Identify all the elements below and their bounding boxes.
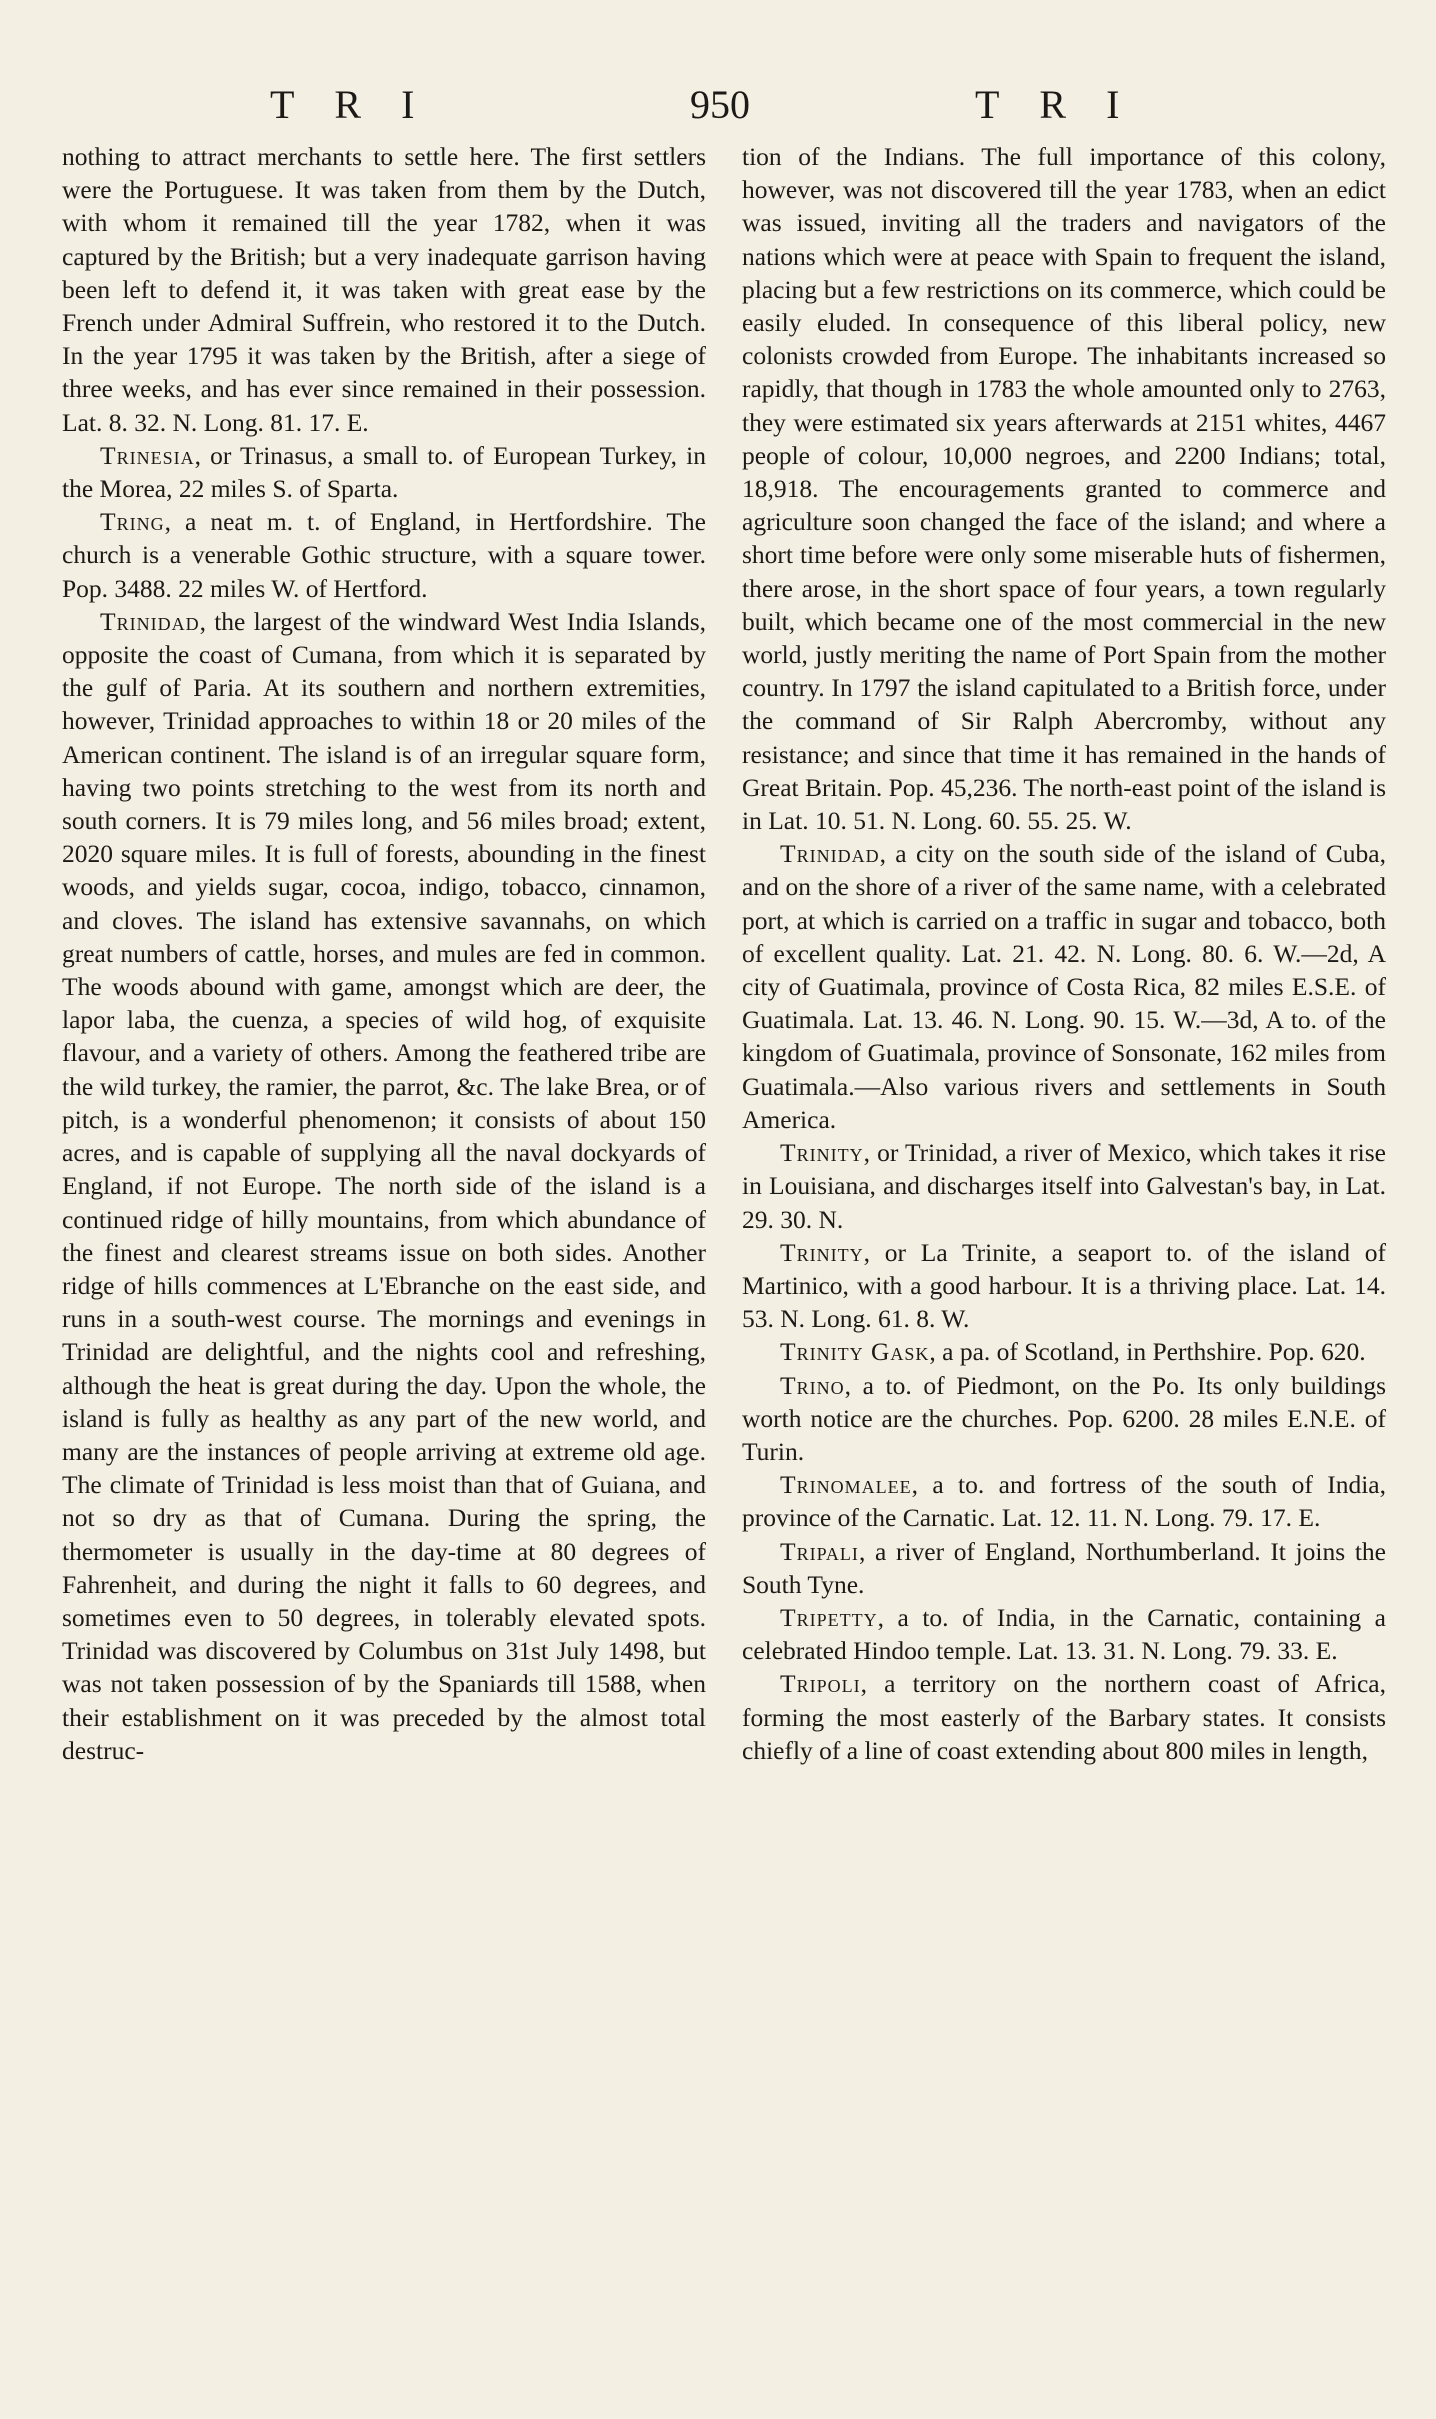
entry-tring [62, 505, 706, 605]
entry-trinity-martinico [742, 1236, 1386, 1336]
entry-text: , a pa. of Scotland, in Perthshire. Pop. 620. [929, 1337, 1366, 1367]
entry-text: , a city on the south side of the island of Cuba, and on the shore of a river of the same name, with a celebrated port, at which is carried on a traffic in sugar and tobacco, both of excellent quality. Lat. 21. 42. N. Long. 80. 6. W.—2d, A city of Guatimala, province of Costa Rica, 82 miles E.S.E. of Guatimala. Lat. 13. 46. N. Long. 90. 15. W.—3d, A to. of the kingdom of Guatimala, province of Sonsonate, 162 miles from Guatimala.—Also various rivers and settlements in South America. [742, 839, 1386, 1134]
running-head-right: TRI [975, 82, 1160, 127]
left-column [62, 140, 706, 2410]
entry-text: , a to. of Piedmont, on the Po. Its only buildings worth notice are the churches. Pop. 6200. 28 miles E.N.E. of Turin. [742, 1370, 1386, 1466]
entry-text: , or Trinasus, a small to. of European Turkey, in the Morea, 22 miles S. of Sparta. [62, 440, 706, 504]
entry-text: , a river of England, Northumberland. It joins the South Tyne. [742, 1536, 1386, 1599]
entry-trinesia [62, 439, 706, 505]
headword: Trinidad [100, 606, 200, 636]
page-number: 950 [690, 82, 750, 127]
entry-text: , the largest of the windward West India Islands, opposite the coast of Cumana, from which it is separated by the gulf of Paria. At its southern and northern extremities, however, Trinidad approaches to within 18 or 20 miles of the American continent. The island is of an irregular square form, having two points stretching to the west from its north and south corners. It is 79 miles long, and 56 miles broad; extent, 2020 square miles. It is full of forests, abounding in the finest woods, and yields sugar, cocoa, indigo, tobacco, cinnamon, and cloves. The island has extensive savannahs, on which great numbers of cattle, horses, and mules are fed in common. The woods abound with game, amongst which are deer, the lapor laba, the cuenza, a species of wild hog, of exquisite flavour, and a variety of others. Among the feathered tribe are the wild turkey, the ramier, the parrot, &c. The lake Brea, or of pitch, is a wonderful phenomenon; it consists of about 150 acres, and is capable of supplying all the naval dockyards of England, if not Europe. The north side of the island is a continued ridge of hilly mountains, from which abundance of the finest and clearest streams issue on both sides. Another ridge of hills commences at L'Ebranche on the east side, and runs in a south-west course. The mornings and evenings in Trinidad are delightful, and the nights cool and refreshing, although the heat is great during the day. Upon the whole, the island is fully as healthy as any part of the new world, and many are the instances of people arriving at extreme old age. The climate of Trinidad is less moist than that of Guiana, and not so dry as that of Cumana. During the spring, the thermometer is usually in the day-time at 80 degrees of Fahrenheit, and during the night it falls to 60 degrees, and sometimes even to 50 degrees, in tolerably elevated spots. Trinidad was discovered by Columbus on 31st July 1498, but was not taken possession of by the Spaniards till 1588, when their establishment on it was preceded by the almost total destruc- [62, 606, 706, 1765]
running-head-left: TRI [270, 82, 455, 127]
headword: Trino [780, 1370, 845, 1400]
entry-text: , a to. of India, in the Carnatic, containing a celebrated Hindoo temple. Lat. 13. 31. N. Long. 79. 33. E. [742, 1602, 1386, 1666]
entry-tripoli [742, 1667, 1386, 1767]
headword: Tripetty [780, 1602, 878, 1632]
headword: Trinity [780, 1237, 864, 1267]
entry-trinidad-cuba [742, 837, 1386, 1136]
headword: Tripali [780, 1536, 859, 1566]
headword: Trinity Gask [780, 1337, 930, 1367]
entry-trinomalee [742, 1468, 1386, 1534]
headword: Tring [100, 507, 165, 537]
headword: Trinidad [780, 839, 880, 869]
entry-text: , or Trinidad, a river of Mexico, which takes it rise in Louisiana, and discharges itself into Galvestan's bay, in Lat. 29. 30. N. [742, 1138, 1386, 1234]
continued-entry: tion of the Indians. The full importance of this colony, however, was not discovered till the year 1783, when an edict was issued, inviting all the traders and navigators of the nations which were at peace with Spain to frequent the island, placing but a few restrictions on its commerce, which could be easily eluded. In consequence of this liberal policy, new colonists crowded from Europe. The inhabitants increased so rapidly, that though in 1783 the whole amounted only to 2763, they were estimated six years afterwards at 2151 whites, 4467 people of colour, 10,000 negroes, and 2200 Indians; total, 18,918. The encouragements granted to commerce and agriculture soon changed the face of the island; and where a short time before were only some miserable huts of fishermen, there arose, in the short space of four years, a town regularly built, which became one of the most commercial in the new world, justly meriting the name of Port Spain from the mother country. In 1797 the island capitulated to a British force, under the command of Sir Ralph Abercromby, without any resistance; and since that time it has remained in the hands of Great Britain. Pop. 45,236. The north-east point of the island is in Lat. 10. 51. N. Long. 60. 55. 25. W. [742, 142, 1386, 836]
continued-entry: nothing to attract merchants to settle here. The first settlers were the Portuguese. It was taken from them by the Dutch, with whom it remained till the year 1782, when it was captured by the British; but a very inadequate garrison having been left to defend it, it was taken with great ease by the French under Admiral Suffrein, who restored it to the Dutch. In the year 1795 it was taken by the British, after a siege of three weeks, and has ever since remained in their possession. Lat. 8. 32. N. Long. 81. 17. E. [62, 142, 706, 437]
entry-trinidad-island [62, 605, 706, 1767]
entry-text: , or La Trinite, a seaport to. of the island of Martinico, with a good harbour. It is a thriving place. Lat. 14. 53. N. Long. 61. 8. W. [742, 1237, 1386, 1334]
headword: Trinity [780, 1138, 864, 1168]
running-head [0, 80, 1436, 130]
entry-trinity-gask [742, 1335, 1386, 1368]
entry-trino [742, 1369, 1386, 1469]
entry-text: , a territory on the northern coast of Africa, forming the most easterly of the Barbary states. It consists chiefly of a line of coast extending about 800 miles in length, [742, 1669, 1386, 1765]
entry-trinity-river [742, 1136, 1386, 1236]
headword: Trinesia [100, 440, 195, 470]
headword: Trinomalee [780, 1470, 912, 1500]
right-column [742, 140, 1386, 2410]
entry-text: , a neat m. t. of England, in Hertfordshire. The church is a venerable Gothic structure, with a square tower. Pop. 3488. 22 miles W. of Hertford. [62, 507, 706, 603]
entry-tripetty [742, 1601, 1386, 1667]
entry-text: , a to. and fortress of the south of India, province of the Carnatic. Lat. 12. 11. N. Long. 79. 17. E. [742, 1470, 1386, 1533]
headword: Tripoli [780, 1669, 861, 1699]
entry-tripali [742, 1535, 1386, 1601]
